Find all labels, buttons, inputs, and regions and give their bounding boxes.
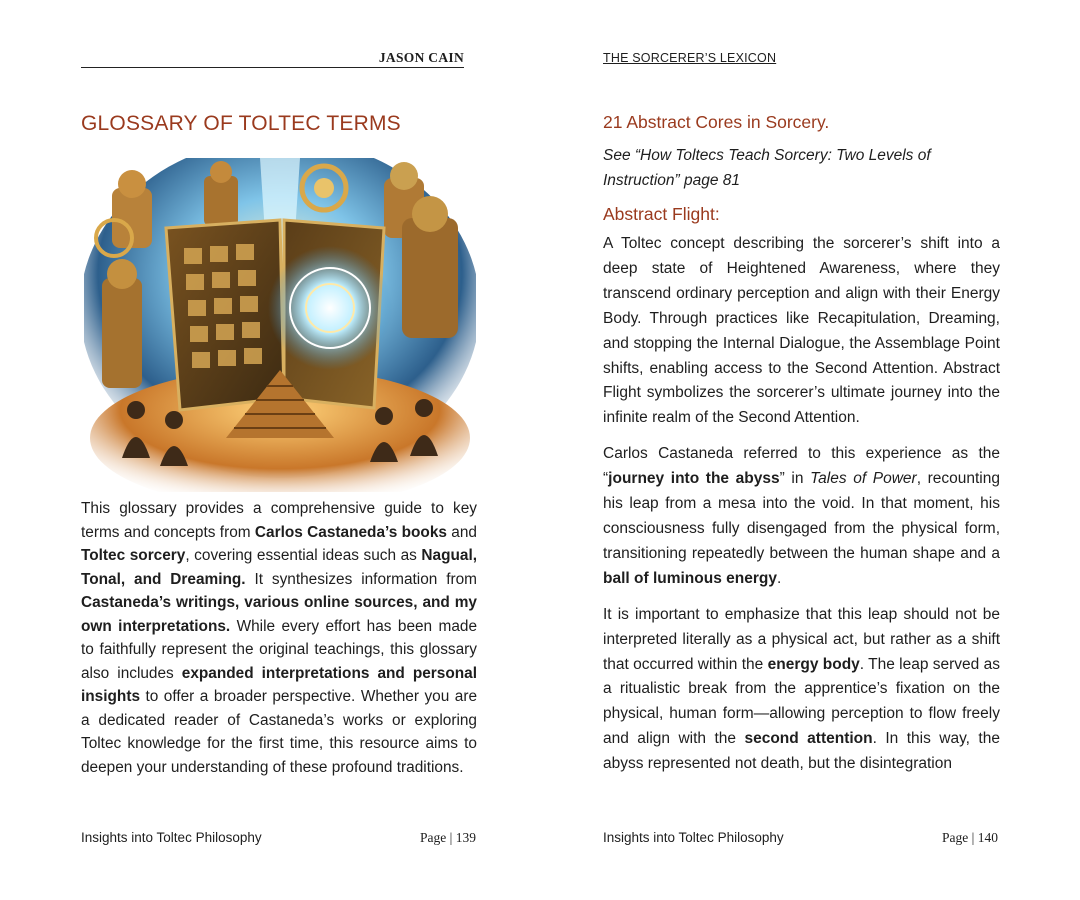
page-number: Page | 140 <box>942 830 998 845</box>
term-heading-abstract-flight: Abstract Flight: <box>603 204 720 224</box>
toltec-book-illustration <box>84 158 476 492</box>
footer-book-title: Insights into Toltec Philosophy <box>81 830 262 845</box>
glossary-intro-paragraph: This glossary provides a comprehensive guide to key terms and concepts from Carlos Castaneda’s books and Toltec sorcery, covering essential ideas such as Nagual, Tonal, and Dreaming. It synthesizes information from Castaneda’s writings, various online sources, and my own interpretations. While every effort has been made to faithfully represent the original teachings, this glossary also includes expanded interpretations and personal insights to offer a broader perspective. Whether you are a dedicated reader of Castaneda’s works or exploring Toltec knowledge for the first time, this resource aims to deepen your understanding of these profound traditions. <box>81 500 478 776</box>
footer-book-title: Insights into Toltec Philosophy <box>603 830 784 845</box>
definition-paragraph-3: It is important to emphasize that this leap should not be interpreted literally as a physical act, but rather as a shift that occurred within the energy body. The leap served as a ritualistic break from the apprentice’s fixation on the physical, human form—allowing perception to flow freely and align with the second attention. In this way, the abyss represented not death, but the disintegration <box>603 605 1000 773</box>
term-heading-abstract-cores: 21 Abstract Cores in Sorcery. <box>603 112 830 132</box>
definition-paragraph-1: A Toltec concept describing the sorcerer’s shift into a deep state of Heightened Awareness, where they transcend ordinary perception and align with their Energy Body. Through practices like Recapitulation, Dreaming, and stopping the Internal Dialogue, the Assemblage Point shifts, enabling access to the Second Attention. Abstract Flight symbolizes the sorcerer’s ultimate journey into the infinite realm of the Second Attention. <box>603 235 1000 427</box>
running-header-title: THE SORCERER’S LEXICON <box>603 51 777 65</box>
term-definition-abstract-flight <box>603 232 1000 788</box>
running-header-author: JASON CAIN <box>81 50 464 68</box>
definition-paragraph-2: Carlos Castaneda referred to this experience as the “journey into the abyss” in Tales of Power, recounting his leap from a mesa into the void. In that moment, his consciousness fully disengaged from the physical form, transitioning repeatedly between the human shape and a ball of luminous energy. <box>603 445 1000 587</box>
right-page <box>540 0 1080 900</box>
page-number: Page | 139 <box>420 830 476 845</box>
cross-reference: See “How Toltecs Teach Sorcery: Two Levels of Instruction” page 81 <box>603 147 931 189</box>
page-title: GLOSSARY OF TOLTEC TERMS <box>81 112 401 135</box>
